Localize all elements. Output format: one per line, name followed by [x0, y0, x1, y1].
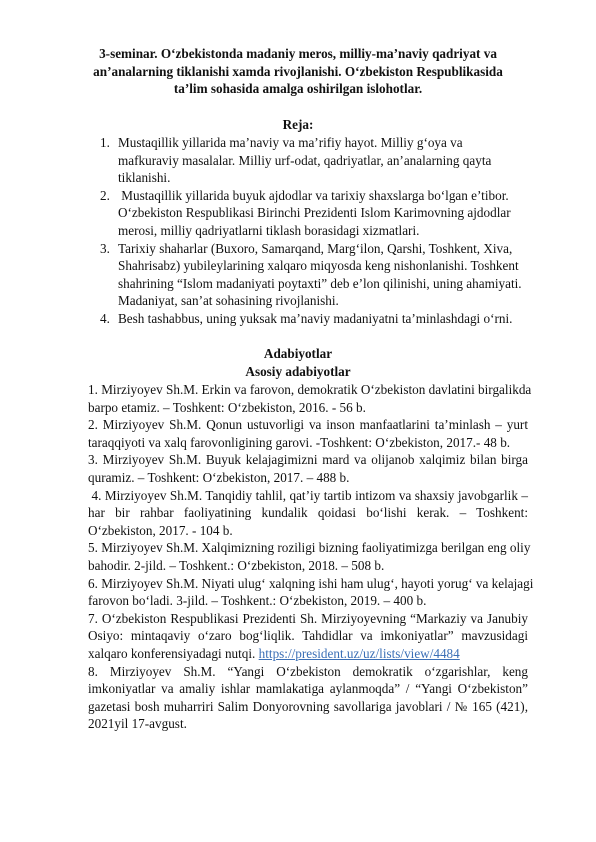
- reference-line: taraqqiyoti va xalq farovonligining garovi. -Toshkent: O‘zbekiston, 2017.- 48 b.: [88, 434, 511, 450]
- reference-line: 2. Mirziyoyev Sh.M. Qonun ustuvorligi va inson manfaatlarini ta’minlash – yurt: [88, 417, 528, 433]
- reference-line: bahodir. 2-jild. – Toshkent.: O‘zbekiston, 2018. – 508 b.: [88, 557, 385, 573]
- reference-line: quramiz. – Toshkent: O‘zbekiston, 2017. – 488 b.: [88, 469, 350, 485]
- reference-item: [88, 451, 528, 486]
- reference-line: farovon bo‘ladi. 3-jild. – Toshkent.: O‘zbekiston, 2019. – 400 b.: [88, 593, 427, 609]
- plan-item-number: 2.: [100, 187, 110, 203]
- reference-line: Osiyo: mintaqaviy o‘zaro bog‘liqlik. Tahdidlar va imkoniyatlar” mavzusidagi: [88, 628, 528, 644]
- plan-list: [100, 134, 540, 328]
- plan-item-line: Madaniyat, san’at sohasining rivojlanishi.: [118, 293, 339, 309]
- plan-item-line: Shahrisabz) yubileylarining xalqaro miqyosda keng nishonlanishi. Toshkent: [118, 258, 519, 274]
- reference-text: xalqaro konferensiyadagi nutqi.: [88, 645, 259, 661]
- plan-item: [100, 240, 540, 310]
- reference-line: gazetasi bosh muharriri Salim Donyorovning savollariga javoblari / № 165 (421),: [88, 698, 528, 714]
- reference-line: 2021yil 17-avgust.: [88, 716, 187, 732]
- plan-item-line: Tarixiy shaharlar (Buxoro, Samarqand, Marg‘ilon, Qarshi, Toshkent, Xiva,: [118, 240, 513, 256]
- reference-line: imkoniyatlar va amaliy ishlar mamlakatiga aylanmoqda” / “Yangi O‘zbekiston”: [88, 681, 528, 697]
- plan-item: [100, 187, 540, 240]
- reference-item: [88, 663, 528, 733]
- plan-item-line: mafkuraviy masalalar. Milliy urf-odat, qadriyatlar, an’analarning qayta: [118, 152, 492, 168]
- plan-item-number: 1.: [100, 135, 110, 150]
- reference-list: [88, 381, 534, 733]
- reference-line: [88, 645, 528, 663]
- plan-heading: Reja:: [282, 117, 314, 132]
- seminar-title: [88, 45, 508, 98]
- plan-item-line: merosi, milliy qadriyatlarni tiklash borasidagi xizmatlari.: [118, 222, 420, 238]
- reference-line: 4. Mirziyoyev Sh.M. Tanqidiy tahlil, qat’iy tartib intizom va shaxsiy javobgarlik –: [88, 487, 528, 503]
- reference-item: [88, 539, 531, 574]
- plan-item-line: Mustaqillik yillarida buyuk ajdodlar va tarixiy shaxslarga bo‘lgan e’tibor.: [118, 187, 509, 203]
- reference-line: 6. Mirziyoyev Sh.M. Niyati ulug‘ xalqning ishi ham ulug‘, hayoti yorug‘ va kelajagi: [88, 575, 534, 591]
- title-line: ta’lim sohasida amalga oshirilgan islohotlar.: [173, 81, 423, 97]
- reference-item: [88, 381, 532, 416]
- reference-item: [88, 487, 528, 540]
- plan-item-line: shahrining “Islom madaniyati poytaxti” deb e’lon qilinishi, uning ahamiyati.: [118, 275, 522, 291]
- reference-item: [88, 575, 534, 610]
- plan-item-number: 3.: [100, 240, 110, 256]
- president-uz-link[interactable]: https://president.uz/uz/lists/view/4484: [258, 645, 460, 661]
- reference-line: 1. Mirziyoyev Sh.M. Erkin va farovon, demokratik O‘zbekiston davlatini birgalikda: [88, 382, 532, 397]
- plan-item-number: 4.: [100, 310, 110, 326]
- reference-line: 5. Mirziyoyev Sh.M. Xalqimizning roziligi bizning faoliyatimizga berilgan eng oliy: [88, 540, 531, 556]
- reference-line: O‘zbekiston, 2017. - 104 b.: [88, 522, 233, 538]
- title-line: 3-seminar. O‘zbekistonda madaniy meros, milliy-ma’naviy qadriyat va: [99, 46, 497, 61]
- reference-line: barpo etamiz. – Toshkent: O‘zbekiston, 2016. - 56 b.: [88, 399, 366, 415]
- plan-item-line: tiklanishi.: [118, 170, 171, 186]
- reference-item: [88, 416, 528, 451]
- literature-subheading: Asosiy adabiyotlar: [245, 364, 351, 379]
- literature-heading: Adabiyotlar: [263, 346, 333, 361]
- reference-line: 3. Mirziyoyev Sh.M. Buyuk kelajagimizni mard va olijanob xalqimiz bilan birga: [88, 452, 528, 468]
- reference-item: [88, 610, 528, 663]
- plan-item: [100, 310, 540, 328]
- reference-line: 8. Mirziyoyev Sh.M. “Yangi O‘zbekiston demokratik o‘zgarishlar, keng: [88, 663, 528, 679]
- plan-item-line: O‘zbekiston Respublikasi Birinchi Prezidenti Islom Karimovning ajdodlar: [118, 205, 511, 221]
- reference-line: har bir rahbar faoliyatining kundalik qoidasi bo‘lishi kerak. – Toshkent:: [88, 505, 528, 521]
- reference-line: 7. O‘zbekiston Respublikasi Prezidenti Sh. Mirziyoyevning “Markaziy va Janubiy: [88, 610, 528, 626]
- plan-item-line: Besh tashabbus, uning yuksak ma’naviy madaniyatni ta’minlashdagi o‘rni.: [118, 310, 513, 326]
- title-line: an’analarning tiklanishi xamda rivojlanishi. O‘zbekiston Respublikasida: [93, 63, 503, 79]
- plan-item: [100, 134, 540, 187]
- plan-item-line: Mustaqillik yillarida ma’naviy va ma’rifiy hayot. Milliy g‘oya va: [118, 135, 463, 150]
